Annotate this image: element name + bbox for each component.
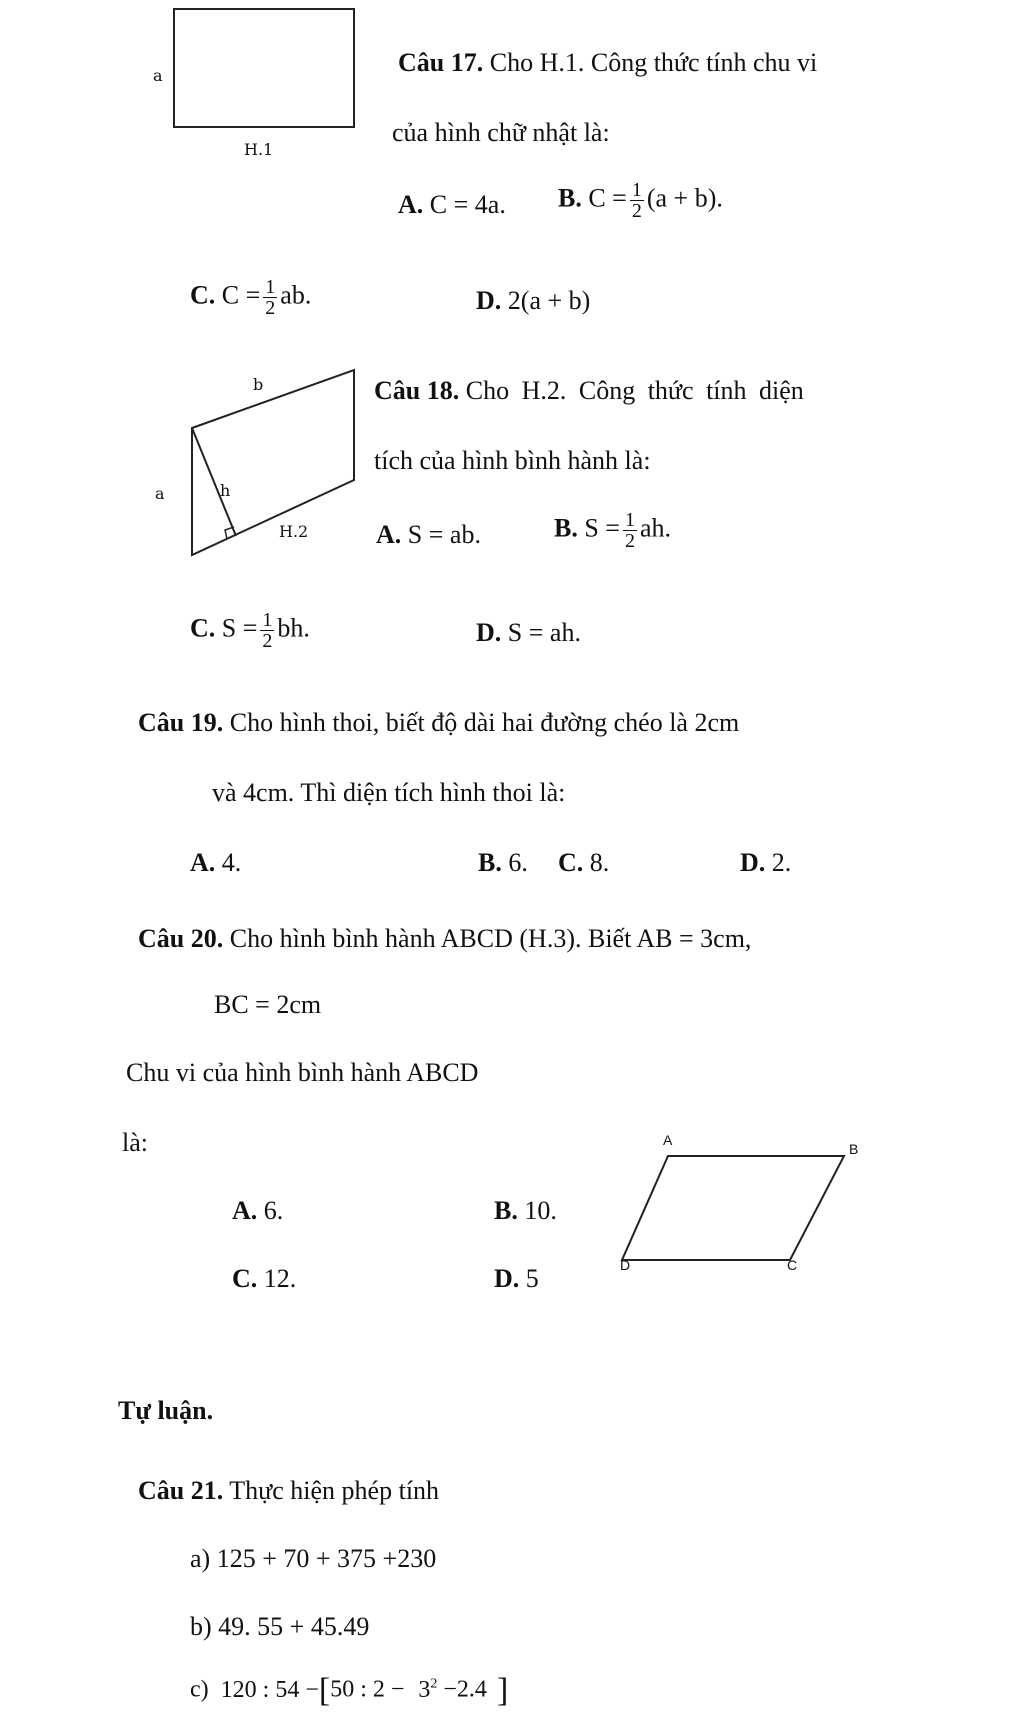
q18-text-line2: tích của hình bình hành là: [374,446,651,475]
item-expression: 125 + 70 + 375 +230 [216,1544,437,1573]
item-label: a) [190,1544,211,1573]
bracket-close: ] [496,1672,509,1709]
option-label: A. [190,848,216,877]
option-text: S = [584,513,620,543]
q19-text-line1: Cho hình thoi, biết độ dài hai đường chéo là 2cm [229,708,740,737]
q18-title: Câu 18. [374,376,460,405]
option-text: ab. [280,280,312,310]
item-expression: −2.4 [443,1676,487,1703]
option-label: D. [476,286,502,315]
q21-line [138,1476,439,1506]
q17-text-line1: Cho H.1. Công thức tính chu vi [489,48,818,77]
item-label: c) [190,1676,209,1703]
option-text: 6. [508,848,528,877]
h3-vertex-b: B [849,1141,859,1157]
option-label: B. [558,183,582,213]
option-text: S = [221,613,258,643]
item-expression: 50 : 2 − [330,1676,405,1703]
q21-item-c [190,1672,508,1710]
q20-text-line4: là: [122,1128,148,1157]
h3-vertex-d: D [620,1257,631,1273]
option-text: 12. [263,1264,297,1293]
option-text: 8. [589,848,610,877]
fraction-denominator: 2 [262,630,273,652]
fraction-numerator: 1 [265,276,276,298]
q20-text-line1: Cho hình bình hành ABCD (H.3). Biết AB = 3cm, [229,924,752,953]
option-text: C = [588,183,627,213]
option-text: 2. [771,848,792,877]
option-label: C. [190,613,216,643]
option-text: S = ab. [407,520,481,549]
option-text: 6. [263,1196,284,1225]
q20-text-line3: Chu vi của hình bình hành ABCD [126,1058,479,1087]
h3-vertex-c: C [787,1257,798,1273]
option-text: ah. [639,513,672,543]
q19-title: Câu 19. [138,708,224,737]
h2-side-label: a [155,484,165,503]
h2-height-label: h [220,481,231,500]
option-label: B. [554,513,578,543]
q21-item-b [190,1612,369,1642]
item-expression: 49. 55 + 45.49 [218,1612,370,1641]
q21-title: Câu 21. [138,1476,224,1505]
option-label: C. [190,280,216,310]
item-expression: 120 : 54 − [220,1676,319,1703]
h3-vertex-a: A [663,1132,673,1148]
q21-item-a [190,1544,436,1574]
h1-side-label: a [153,66,163,85]
q20-text-line2: BC = 2cm [214,990,322,1019]
option-text: 4. [221,848,242,877]
option-text: 2(a + b) [507,286,591,315]
option-label: D. [476,618,502,647]
option-label: A. [398,190,424,219]
fraction-denominator: 2 [631,200,642,222]
option-text: (a + b). [646,183,723,213]
option-text: S = ah. [507,618,581,647]
option-label: C. [558,848,584,877]
option-text: bh. [277,613,310,643]
q20-title: Câu 20. [138,924,224,953]
fraction-numerator: 1 [262,609,273,631]
option-label: B. [478,848,502,877]
option-text: 10. [524,1196,557,1225]
q19-text-line2: và 4cm. Thì diện tích hình thoi là: [212,778,566,807]
q21-text: Thực hiện phép tính [229,1476,440,1505]
option-label: A. [232,1196,258,1225]
option-label: A. [376,520,402,549]
option-label: C. [232,1264,258,1293]
bracket-open: [ [318,1672,331,1709]
fraction-denominator: 2 [265,297,276,319]
h2-top-label: b [253,375,264,394]
fraction-numerator: 1 [631,179,642,201]
q17-text-line2: của hình chữ nhật là: [392,118,610,147]
item-label: b) [190,1612,212,1641]
q18-text-line1: Cho H.2. Công thức tính diện [465,376,804,405]
q17-title: Câu 17. [398,48,484,77]
h2-caption: H.2 [279,522,309,541]
option-label: D. [494,1264,520,1293]
option-text: C = 4a. [429,190,506,219]
fraction-denominator: 2 [624,530,635,552]
option-label: D. [740,848,766,877]
option-text: C = [221,280,261,310]
fraction-numerator: 1 [624,509,635,531]
power-exponent: 2 [430,1676,438,1692]
power-base: 3 [418,1676,431,1703]
h1-caption: H.1 [244,140,274,159]
option-label: B. [494,1196,518,1225]
option-text: 5 [525,1264,539,1293]
essay-heading: Tự luận. [118,1396,214,1425]
